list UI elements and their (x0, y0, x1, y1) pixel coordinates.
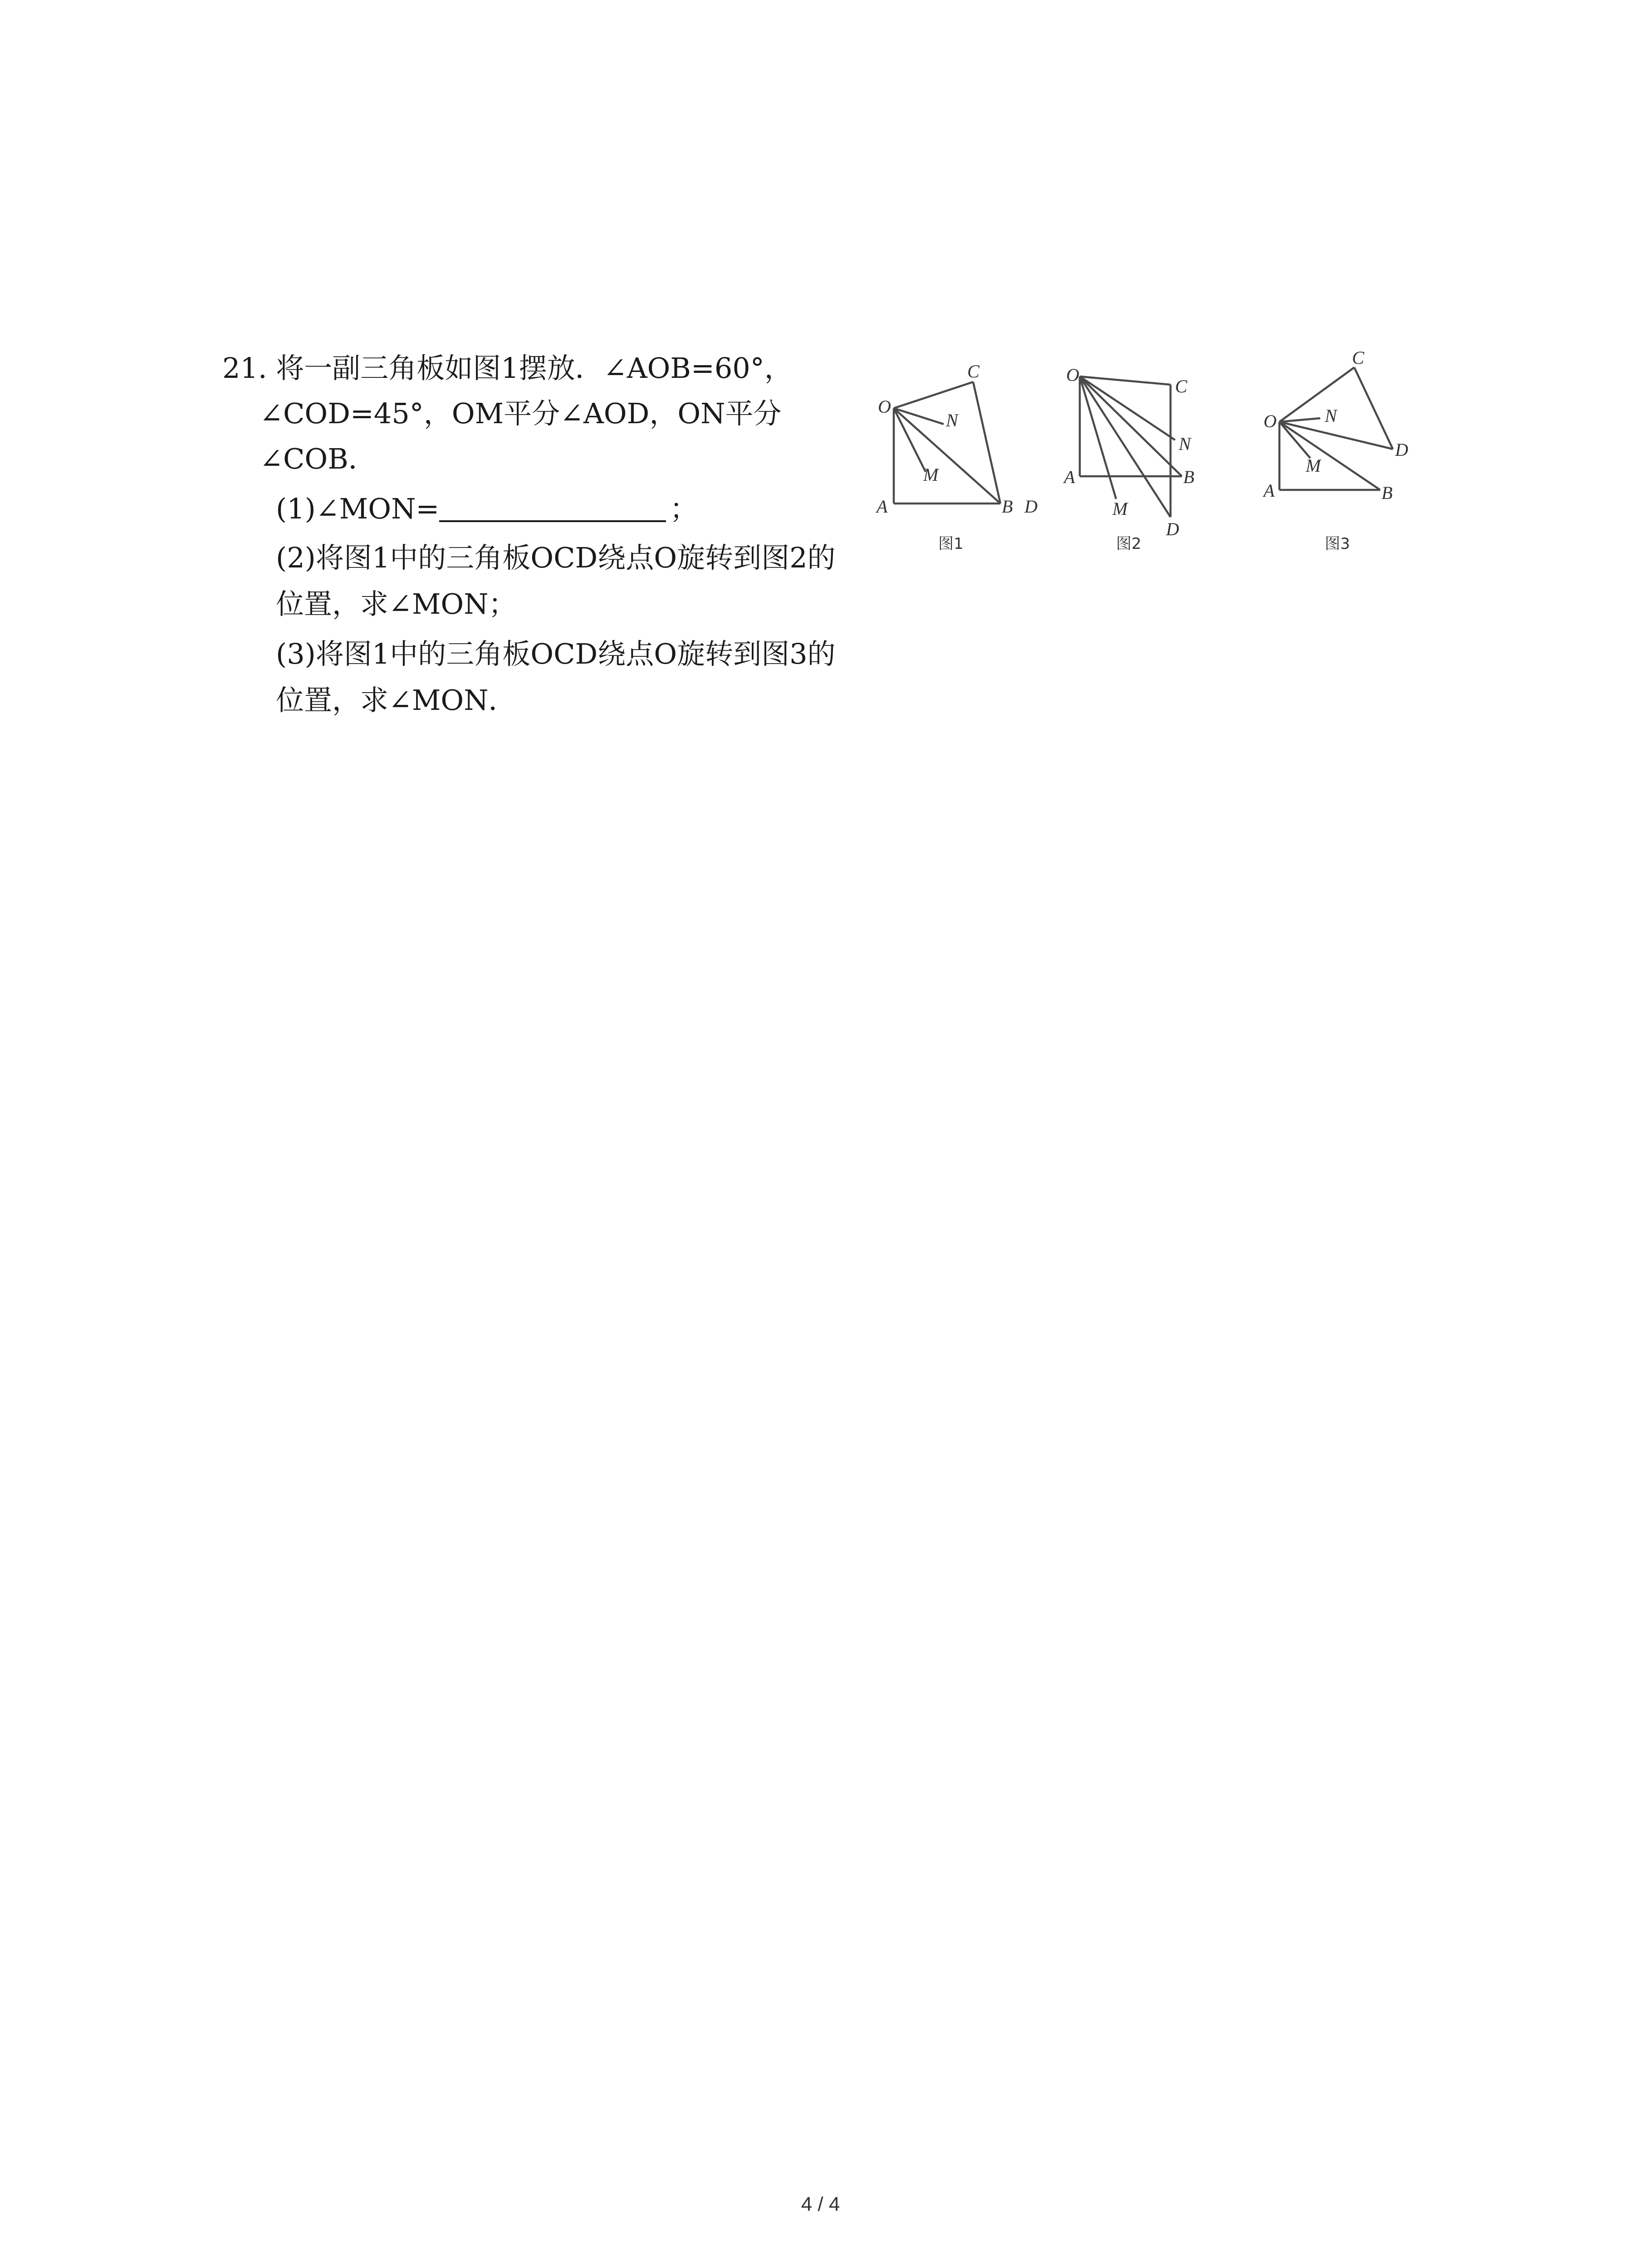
part-2-line-1: (2)将图1中的三角板OCD绕点O旋转到图2的 (276, 541, 836, 574)
segment-oc (1279, 367, 1354, 422)
segment-ob (1279, 422, 1380, 490)
label-a: A (1064, 467, 1075, 487)
figure-3 (1261, 347, 1452, 567)
figure-1 (877, 361, 1062, 567)
question-line-2: ∠COD=45°，OM平分∠AOD，ON平分 (260, 397, 782, 430)
segment-cd (1354, 367, 1393, 449)
part-1-suffix: ； (670, 492, 698, 525)
label-a: A (1264, 480, 1275, 501)
segment-on (1080, 376, 1175, 440)
caption-figure-3: 图3 (1325, 535, 1350, 553)
label-o: O (878, 396, 891, 417)
label-b: B (1381, 483, 1393, 503)
segment-cd (973, 382, 1000, 503)
segment-oc (1080, 376, 1171, 385)
question-line-1: 21. 将一副三角板如图1摆放．∠AOB=60°， (222, 352, 793, 385)
page-number: 4 / 4 (801, 2193, 840, 2215)
label-m: M (1112, 499, 1128, 519)
label-b: B (1002, 496, 1013, 517)
segment-on (1279, 418, 1320, 422)
label-c: C (1175, 376, 1187, 396)
label-a: A (877, 496, 888, 517)
label-o: O (1066, 365, 1079, 385)
label-n: N (946, 410, 958, 430)
label-n: N (1325, 406, 1337, 426)
segment-od (1080, 376, 1171, 517)
part-3-line-1: (3)将图1中的三角板OCD绕点O旋转到图3的 (276, 637, 836, 670)
label-b: B (1183, 467, 1195, 487)
label-d: D (1024, 496, 1038, 517)
part-1-prefix: (1)∠MON= (276, 492, 440, 525)
label-d: D (1395, 440, 1408, 460)
part-2-line-2: 位置，求∠MON； (276, 587, 517, 621)
label-m: M (923, 464, 939, 485)
label-n: N (1179, 434, 1191, 454)
segment-od (1279, 422, 1393, 449)
label-c: C (1352, 347, 1364, 368)
question-line-3: ∠COB． (260, 442, 377, 475)
segment-oc (894, 382, 973, 408)
answer-blank[interactable] (439, 492, 666, 522)
caption-figure-1: 图1 (938, 535, 964, 553)
label-d: D (1166, 519, 1179, 539)
caption-figure-2: 图2 (1116, 535, 1141, 553)
part-1 (276, 486, 698, 532)
label-o: O (1264, 411, 1277, 431)
label-c: C (967, 361, 980, 381)
figure-2 (1062, 365, 1243, 567)
label-m: M (1306, 455, 1321, 476)
part-3-line-2: 位置，求∠MON． (276, 684, 517, 717)
